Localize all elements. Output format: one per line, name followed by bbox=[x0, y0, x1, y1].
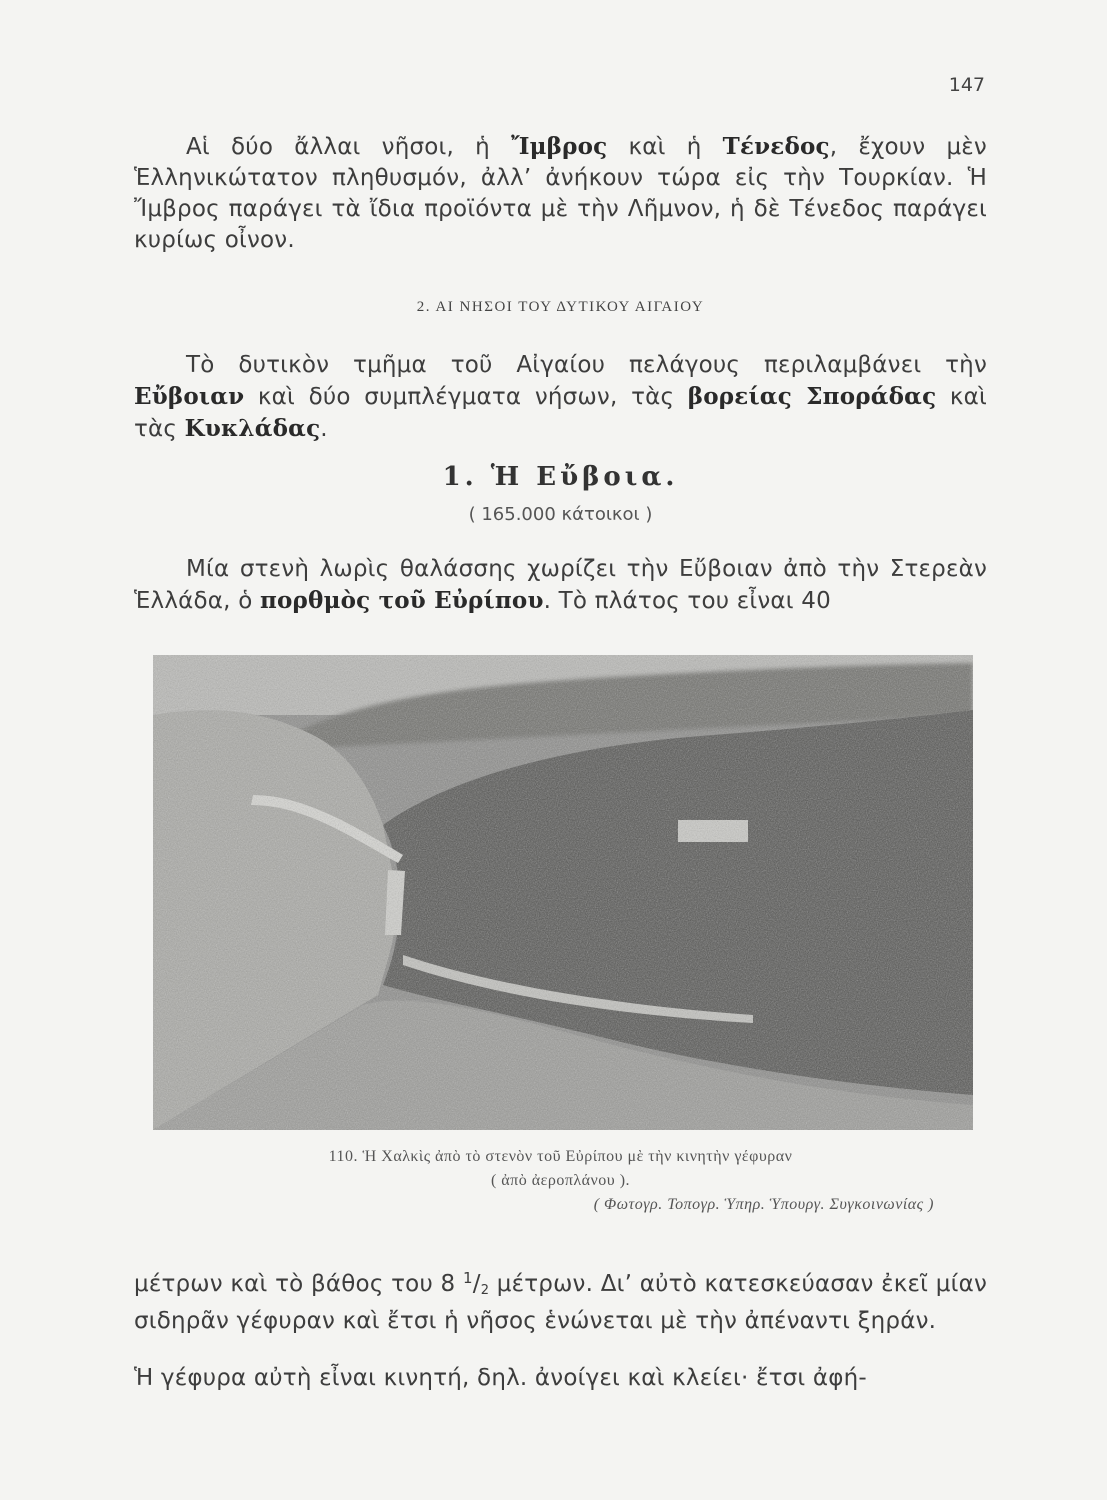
paragraph-bridge: μέτρων καὶ τὸ βάθος του 8 $^1$/2 μέτρων. Διʼ αὐτὸ κατεσκεύασαν ἐκεῖ μίαν σιδηρᾶν γέφυραν καὶ ἔτσι ἡ νῆσος ἑνώνεται μὲ τὴν ἀπέναντι ξηράν. bbox=[134, 1269, 987, 1334]
term-cyclades: Κυκλάδας bbox=[184, 415, 321, 442]
paragraph-imvros-tenedos: Αἱ δύο ἄλλαι νῆσοι, ἡ Ἴμβρος καὶ ἡ Τένεδος, ἔχουν μὲν Ἑλληνικώτατον πληθυσμόν, ἀλλ’ ἀνήκουν τώρα εἰς τὴν Τουρκίαν. Ἡ Ἴμβρος παράγει τὰ ἴδια προϊόντα μὲ τὴν Λῆμνον, ἡ δὲ Τένεδος παράγει κυρίως οἶνον. bbox=[134, 133, 987, 253]
subsection-title: 1. Ἡ Εὔβοια. bbox=[442, 462, 679, 492]
figure-credit: ( Φωτογρ. Τοπογρ. Ὑπηρ. Ὑπουργ. Συγκοινωνίας ) bbox=[593, 1196, 934, 1213]
fraction-denominator: 2 bbox=[480, 1283, 490, 1298]
paragraph-evripos: Μία στενὴ λωρὶς θαλάσσης χωρίζει τὴν Εὔβοιαν ἀπὸ τὴν Στερεὰν Ἑλλάδα, ὁ πορθμὸς τοῦ Εὐρίπου. Τὸ πλάτος του εἶναι 40 bbox=[134, 556, 987, 614]
term-sporades: βορείας Σποράδας bbox=[687, 383, 937, 410]
fraction-numerator: 1 bbox=[463, 1269, 473, 1287]
section-heading: 2. ΑΙ ΝΗΣΟΙ ΤΟΥ ΔΥΤΙΚΟΥ ΑΙΓΑΙΟΥ bbox=[416, 299, 705, 315]
paragraph-west-aegean: Τὸ δυτικὸν τμῆμα τοῦ Αἰγαίου πελάγους περιλαμβάνει τὴν Εὔβοιαν καὶ δύο συμπλέγματα νήσων, τὰς βορείας Σποράδας καὶ τὰς Κυκλάδας. bbox=[134, 352, 987, 442]
figure-caption: 110. Ἡ Χαλκὶς ἀπὸ τὸ στενὸν τοῦ Εὐρίπου μὲ τὴν κινητὴν γέφυραν bbox=[328, 1148, 793, 1165]
aerial-photo-chalkis bbox=[153, 655, 973, 1130]
term-evia: Εὔβοιαν bbox=[134, 383, 245, 410]
page-number: 147 bbox=[948, 74, 985, 96]
population-note: ( 165.000 κάτοικοι ) bbox=[468, 504, 653, 525]
paragraph-movable-bridge: Ἡ γέφυρα αὐτὴ εἶναι κινητή, δηλ. ἀνοίγει καὶ κλείει· ἔτσι ἀφή- bbox=[134, 1365, 867, 1391]
photo-grain bbox=[153, 655, 973, 1130]
fraction-slash: / bbox=[472, 1271, 481, 1297]
term-tenedos: Τένεδος bbox=[722, 133, 830, 160]
term-evripos: πορθμὸς τοῦ Εὐρίπου bbox=[259, 587, 544, 614]
term-imvros: Ἴμβρος bbox=[511, 133, 608, 160]
figure-caption-line2: ( ἀπὸ ἀεροπλάνου ). bbox=[490, 1172, 631, 1189]
